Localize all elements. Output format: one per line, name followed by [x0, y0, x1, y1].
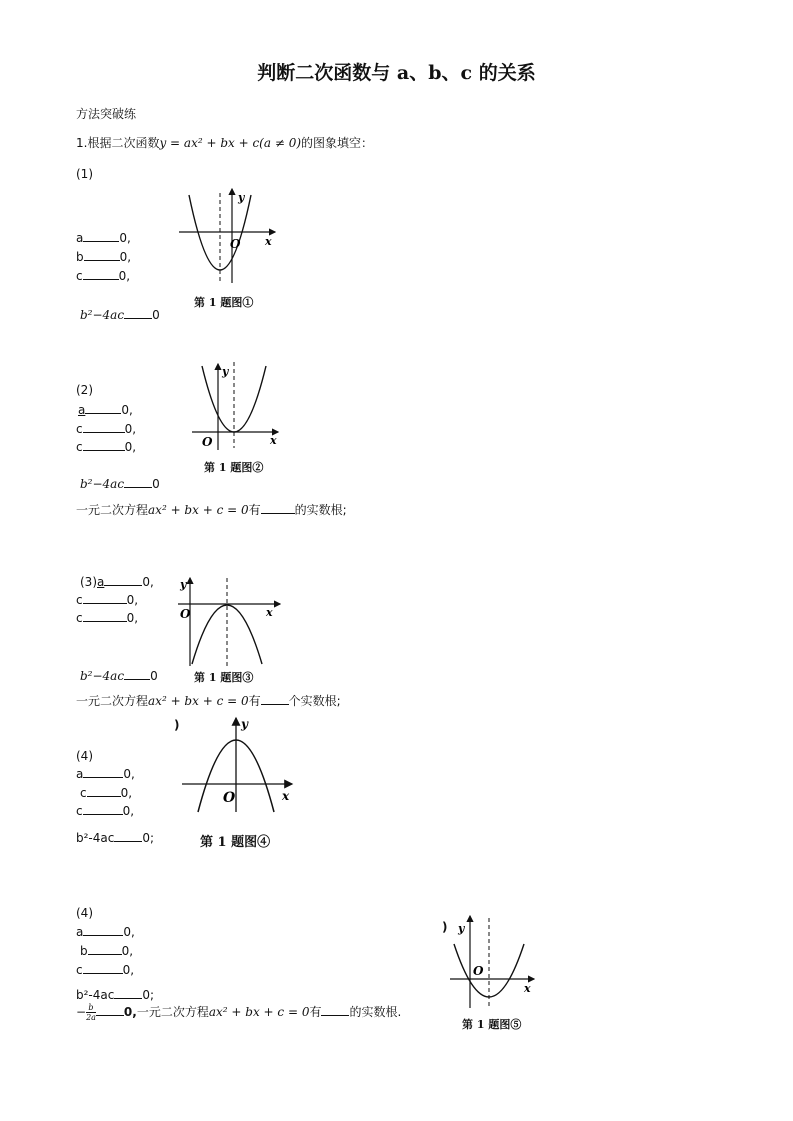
- answer-blank[interactable]: [83, 592, 127, 604]
- x-label: x: [265, 235, 272, 248]
- part-4-c-line-2: c 0,: [76, 804, 135, 818]
- part-5-vertex-line: − $\frac{b}{2a}$ 0,一元二次方程ax² + bx + c = 0有 的实数根.: [76, 1003, 402, 1022]
- y-label: y: [238, 191, 245, 204]
- part-2-c-line-1: c 0,: [76, 422, 137, 436]
- answer-blank[interactable]: [261, 693, 289, 705]
- part-1-c-line: c 0,: [76, 269, 131, 283]
- part-2-label: (2): [76, 383, 93, 397]
- part-4-disc-line: b²-4ac 0;: [76, 831, 155, 845]
- part-3-label: (3): [80, 575, 97, 589]
- part-2-c-line-2: c 0,: [76, 440, 137, 454]
- answer-blank[interactable]: [96, 1004, 124, 1016]
- page-title: 判断二次函数与 a、b、c 的关系: [257, 62, 536, 84]
- answer-blank[interactable]: [88, 943, 122, 955]
- answer-blank[interactable]: [114, 830, 142, 842]
- answer-blank[interactable]: [104, 574, 142, 586]
- answer-blank[interactable]: [83, 924, 123, 936]
- x-label: x: [266, 606, 273, 619]
- answer-blank[interactable]: [83, 610, 127, 622]
- answer-blank[interactable]: [85, 402, 121, 414]
- stem-suffix: 的图象填空：: [301, 136, 374, 150]
- origin-label: O: [473, 964, 484, 978]
- stem-prefix: 1.根据二次函数: [76, 136, 160, 150]
- part-4-c-line-1: c 0,: [80, 786, 133, 800]
- x-label: x: [524, 982, 531, 995]
- answer-blank[interactable]: [83, 766, 123, 778]
- figure-caption-1: 第 1 题图①: [194, 296, 254, 309]
- answer-blank[interactable]: [84, 249, 120, 261]
- answer-blank[interactable]: [83, 439, 125, 451]
- y-label: y: [458, 922, 465, 935]
- figure-caption-5: 第 1 题图⑤: [462, 1018, 522, 1031]
- part-4-label: (4): [76, 749, 93, 763]
- y-label: y: [180, 578, 187, 591]
- part-3-disc-line: b²−4ac 0: [80, 669, 158, 683]
- part-5-b-line: b 0,: [80, 944, 134, 958]
- question-1-stem: [76, 136, 373, 150]
- stem-formula: y = ax² + bx + c(a ≠ 0): [159, 136, 302, 150]
- answer-blank[interactable]: [83, 268, 119, 280]
- part-1-disc-line: b²−4ac 0: [80, 308, 160, 322]
- part-5-a-line: a 0,: [76, 925, 135, 939]
- origin-label: O: [230, 237, 241, 251]
- y-label: y: [241, 717, 248, 731]
- graph-4: [180, 714, 298, 814]
- figure-caption-4: 第 1 题图④: [200, 835, 271, 850]
- origin-label: O: [202, 435, 213, 449]
- figure-caption-3: 第 1 题图③: [194, 671, 254, 684]
- graph-1: [175, 185, 285, 285]
- part-4-a-line: a 0,: [76, 767, 135, 781]
- part-5-label: (4): [76, 906, 93, 920]
- answer-blank[interactable]: [321, 1004, 349, 1016]
- part-3-c-line-2: c 0,: [76, 611, 139, 625]
- stray-paren-2: ): [442, 920, 448, 934]
- x-label: x: [270, 434, 277, 447]
- answer-blank[interactable]: [83, 962, 123, 974]
- answer-blank[interactable]: [124, 476, 152, 488]
- part-2-equation-line: 一元二次方程ax² + bx + c = 0有 的实数根;: [76, 503, 347, 517]
- graph-2: [188, 360, 288, 455]
- x-label: x: [282, 789, 290, 803]
- answer-blank[interactable]: [124, 668, 150, 680]
- part-3-equation-line: 一元二次方程ax² + bx + c = 0有 个实数根;: [76, 694, 341, 708]
- answer-blank[interactable]: [261, 502, 295, 514]
- section-heading: 方法突破练: [76, 107, 137, 121]
- part-3-c-line-1: c 0,: [76, 593, 139, 607]
- part-1-b-line: b 0,: [76, 250, 132, 264]
- part-2-disc-line: b²−4ac 0: [80, 477, 160, 491]
- fraction: $\frac{b}{2a}$: [86, 1003, 96, 1022]
- answer-blank[interactable]: [83, 803, 123, 815]
- part-1-a-line: a 0,: [76, 231, 131, 245]
- graph-3: [176, 574, 286, 669]
- answer-blank[interactable]: [83, 230, 119, 242]
- answer-blank[interactable]: [124, 307, 152, 319]
- y-label: y: [222, 365, 229, 378]
- part-1-label: (1): [76, 167, 93, 181]
- part-5-disc-line: b²-4ac 0;: [76, 988, 155, 1002]
- graph-5: [448, 912, 538, 1012]
- answer-blank[interactable]: [83, 421, 125, 433]
- origin-label: O: [223, 790, 236, 806]
- figure-caption-2: 第 1 题图②: [204, 461, 264, 474]
- answer-blank[interactable]: [87, 785, 121, 797]
- part-2-a-line: a 0,: [78, 403, 133, 417]
- part-3-a-line: (3)a 0,: [80, 575, 154, 589]
- part-5-c-line: c 0,: [76, 963, 135, 977]
- stray-paren: ): [174, 718, 180, 732]
- origin-label: O: [180, 607, 191, 621]
- answer-blank[interactable]: [114, 987, 142, 999]
